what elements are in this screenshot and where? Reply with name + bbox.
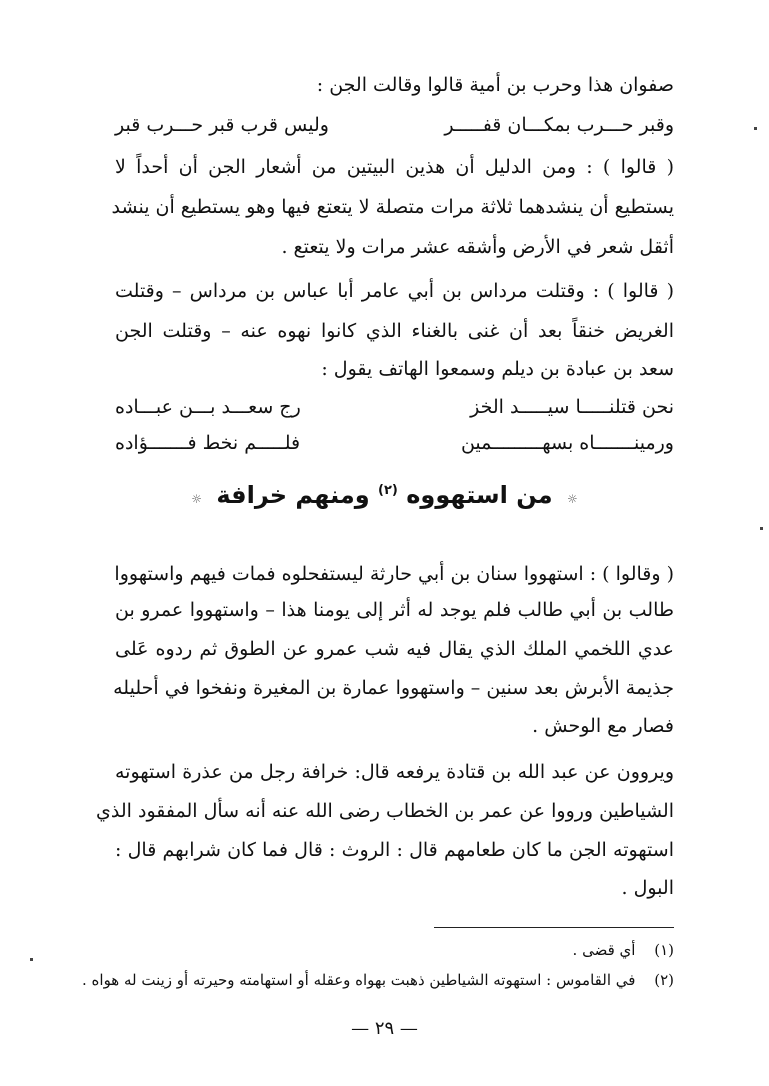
verse-2-second-hemistich: رج سعـــد بـــن عبـــاده (115, 396, 301, 418)
section-line: استهوته الجن ما كان طعامهم قال : الروث : قال فما كان شرابهم قال : (115, 839, 674, 861)
section-line: الشياطين ورووا عن عمر بن الخطاب رضى الله عنه أنه سأل المفقود الذي (96, 800, 674, 822)
section-line: فصار مع الوحش . (532, 715, 674, 737)
footnote-2 (82, 970, 674, 990)
body-line: ( قالوا ) : وقتلت مرداس بن أبي عامر أبا عباس بن مرداس – وقتلت (115, 280, 674, 302)
body-line-intro: صفوان هذا وحرب بن أمية قالوا وقالت الجن : (316, 74, 674, 96)
star-ornament-icon: ☼ (191, 492, 202, 506)
verse-3-first-hemistich: ورمينـــــــاه بسهـــــــــمين (460, 432, 674, 454)
footnote-number: (٢) (654, 971, 674, 989)
body-line: سعد بن عبادة بن ديلم وسمعوا الهاتف يقول : (321, 358, 674, 380)
section-line: طالب بن أبي طالب فلم يوجد له أثر إلى يومنا هذا – واستهووا عمرو بن (115, 599, 674, 621)
section-line: البول . (621, 877, 674, 899)
footnote-separator (434, 927, 674, 928)
verse-3 (115, 430, 674, 456)
heading-text-part2: ومنهم خرافة (216, 481, 370, 509)
section-heading (0, 481, 769, 509)
heading-text-part1: من استهووه (406, 481, 553, 509)
footnote-1 (573, 940, 674, 960)
footnote-ref: (٢) (378, 483, 398, 498)
scan-speck (760, 527, 763, 530)
footnote-text: أي قضى . (572, 941, 636, 959)
verse-1-first-hemistich: وقبر حـــرب بمكـــان قفـــــر (444, 114, 674, 136)
body-line: أثقل شعر في الأرض وأشقه عشر مرات ولا يتعتع . (281, 236, 674, 258)
verse-2 (115, 394, 674, 420)
verse-2-first-hemistich: نحن قتلنـــــا سيـــــد الخز (470, 396, 674, 418)
section-line: عدي اللخمي الملك الذي يقال فيه شب عمرو عن الطوق ثم ردوه عَلى (115, 638, 674, 660)
body-line: الغريض خنقاً بعد أن غنى بالغناء الذي كانوا نهوه عنه – وقتلت الجن (115, 320, 674, 342)
body-line: ( قالوا ) : ومن الدليل أن هذين البيتين من أشعار الجن أن أحداً لا (115, 156, 674, 178)
star-ornament-icon: ☼ (567, 492, 578, 506)
section-line: ( وقالوا ) : استهووا سنان بن أبي حارثة ليستفحلوه فمات فيهم واستهووا (114, 563, 674, 585)
verse-1-second-hemistich: وليس قرب قبر حـــرب قبر (115, 114, 329, 136)
scan-speck (754, 127, 757, 130)
verse-3-second-hemistich: فلـــــم نخط فـــــــؤاده (115, 432, 301, 454)
section-line: ويروون عن عبد الله بن قتادة يرفعه قال: خرافة رجل من عذرة استهوته (115, 761, 674, 783)
page-number: — ٢٩ — (351, 1018, 418, 1039)
body-line: يستطيع أن ينشدهما ثلاثة مرات متصلة لا يتعتع فيها وهو يستطيع أن ينشد (111, 196, 674, 218)
footnote-text: في القاموس : استهوته الشياطين ذهبت بهواه وعقله أو استهامته وحيرته أو زينت له هواه . (82, 971, 636, 989)
verse-1 (115, 112, 674, 138)
section-line: جذيمة الأبرش بعد سنين – واستهووا عمارة بن المغيرة ونفخوا في أحليله (113, 677, 674, 699)
scan-speck (30, 958, 33, 961)
footnote-number: (١) (654, 941, 674, 959)
